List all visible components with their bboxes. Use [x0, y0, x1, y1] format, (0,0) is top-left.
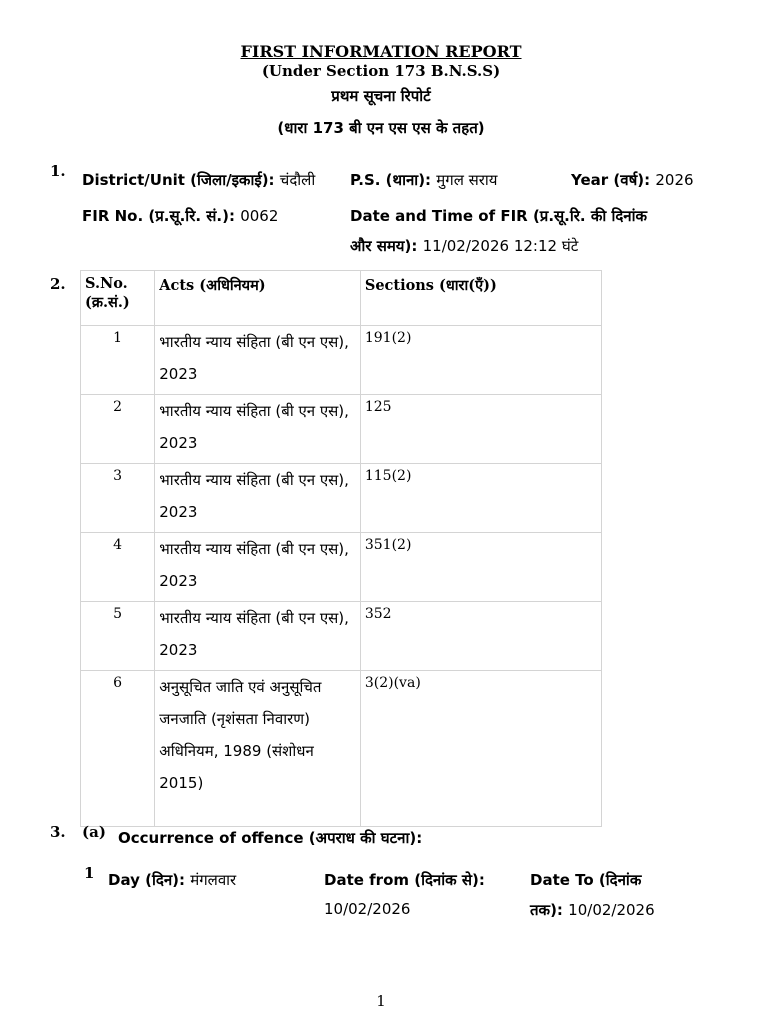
row-section: 351(2) — [360, 533, 601, 602]
row-section: 115(2) — [360, 464, 601, 533]
report-title: FIRST INFORMATION REPORT — [240, 42, 522, 61]
table-row — [81, 671, 602, 827]
occurrence-heading — [118, 828, 422, 848]
date-from-label — [324, 870, 485, 890]
date-to-field — [530, 900, 655, 920]
acts-sections-table — [80, 270, 602, 827]
district-field — [82, 170, 315, 190]
year-field — [571, 170, 694, 190]
police-station-field — [350, 170, 498, 190]
table-row — [81, 395, 602, 464]
row-sno: 3 — [81, 464, 155, 533]
fir-number-field — [82, 206, 278, 226]
row-sno: 1 — [81, 326, 155, 395]
row-act: भारतीय न्याय संहिता (बी एन एस), 2023 — [155, 395, 361, 464]
row-sno: 2 — [81, 395, 155, 464]
year-value: 2026 — [655, 171, 694, 189]
column-header-acts: Acts (अधिनियम) — [155, 271, 361, 326]
date-to-label-line2: तक): — [530, 901, 563, 919]
date-to-label: Date To (दिनांक — [530, 871, 642, 889]
row-sno: 5 — [81, 602, 155, 671]
column-header-sections: Sections (धारा(एँ)) — [360, 271, 601, 326]
report-subtitle-hindi: (धारा 173 बी एन एस एस के तहत) — [277, 119, 485, 137]
row-section: 352 — [360, 602, 601, 671]
fir-number-label: FIR No. (प्र.सू.रि. सं.): — [82, 207, 235, 225]
day-label: Day (दिन): — [108, 871, 185, 889]
fir-datetime-value: 11/02/2026 12:12 घंटे — [422, 237, 579, 255]
row-act: भारतीय न्याय संहिता (बी एन एस), 2023 — [155, 464, 361, 533]
row-section: 125 — [360, 395, 601, 464]
police-station-label: P.S. (थाना): — [350, 171, 432, 189]
row-section: 191(2) — [360, 326, 601, 395]
section-1-number: 1. — [50, 162, 66, 180]
row-act: अनुसूचित जाति एवं अनुसूचित जनजाति (नृशंसता निवारण) अधिनियम, 1989 (संशोधन 2015) — [155, 671, 361, 827]
day-field — [108, 870, 236, 890]
row-act: भारतीय न्याय संहिता (बी एन एस), 2023 — [155, 533, 361, 602]
section-3-sub-label: (a) — [82, 823, 106, 841]
table-header-row — [81, 271, 602, 326]
police-station-value: मुगल सराय — [436, 171, 498, 189]
table-row — [81, 602, 602, 671]
fir-datetime-field — [350, 236, 578, 256]
report-title-hindi: प्रथम सूचना रिपोर्ट — [331, 87, 431, 105]
occurrence-item-number: 1 — [84, 864, 95, 882]
section-3-number: 3. — [50, 823, 66, 841]
district-value: चंदौली — [279, 171, 316, 189]
date-to-value: 10/02/2026 — [568, 901, 655, 919]
table-row — [81, 326, 602, 395]
page-number: 1 — [376, 992, 386, 1010]
row-act: भारतीय न्याय संहिता (बी एन एस), 2023 — [155, 326, 361, 395]
date-from-label-text: Date from (दिनांक से): — [324, 871, 485, 889]
date-to-label-line1 — [530, 870, 641, 890]
row-sno: 6 — [81, 671, 155, 827]
district-label: District/Unit (जिला/इकाई): — [82, 171, 275, 189]
table-row — [81, 464, 602, 533]
row-section: 3(2)(va) — [360, 671, 601, 827]
occurrence-heading-text: Occurrence of offence (अपराध की घटना): — [118, 829, 423, 847]
fir-datetime-label-line2: और समय): — [350, 237, 418, 255]
fir-number-value: 0062 — [240, 207, 279, 225]
section-2-number: 2. — [50, 275, 66, 293]
report-subtitle: (Under Section 173 B.N.S.S) — [261, 62, 501, 80]
date-from-value: 10/02/2026 — [324, 900, 411, 918]
row-sno: 4 — [81, 533, 155, 602]
fir-datetime-label-line1 — [350, 206, 647, 226]
row-act: भारतीय न्याय संहिता (बी एन एस), 2023 — [155, 602, 361, 671]
fir-datetime-label: Date and Time of FIR (प्र.सू.रि. की दिनांक — [350, 207, 648, 225]
year-label: Year (वर्ष): — [571, 171, 651, 189]
day-value: मंगलवार — [190, 871, 237, 889]
table-row — [81, 533, 602, 602]
column-header-sno: S.No. (क्र.सं.) — [81, 271, 155, 326]
